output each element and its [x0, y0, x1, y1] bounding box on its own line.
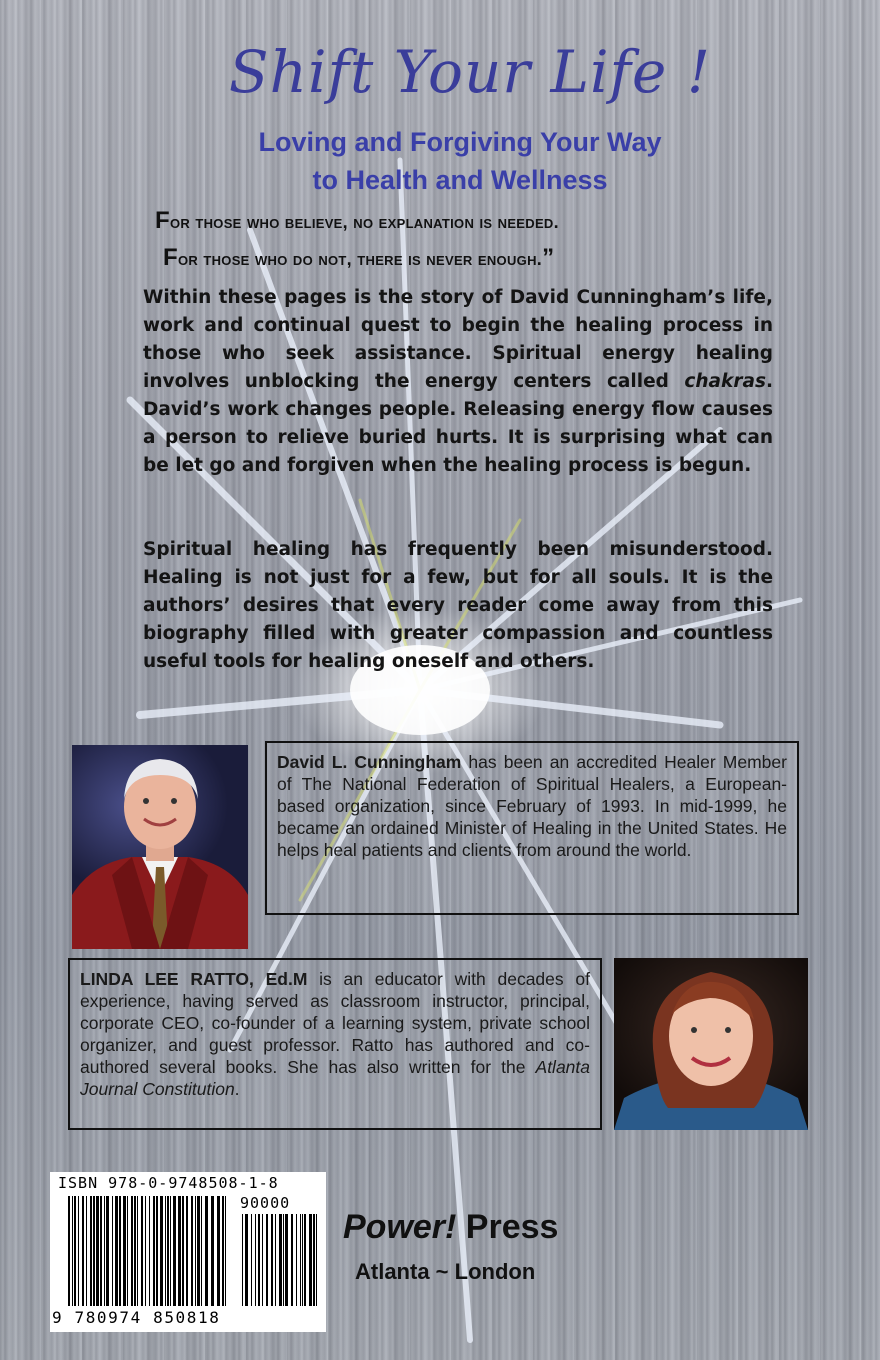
barcode-addon-bar	[266, 1214, 268, 1306]
barcode-bar	[225, 1196, 226, 1306]
bio-1-text: has been an accredited Healer Member of The National Federation of Spiritual Healers, a European-based organization, since February of 1993. In mid-1999, he became an ordained Minister of Healing in the United States. He helps heal patients and clients from around the world.	[277, 752, 787, 860]
isbn-barcode	[50, 1172, 326, 1332]
barcode-addon-bar	[245, 1214, 248, 1306]
barcode-bar	[211, 1196, 214, 1306]
barcode-bar	[145, 1196, 146, 1306]
barcode-addon-bar	[255, 1214, 256, 1306]
barcode-bar	[182, 1196, 184, 1306]
description-paragraph-1	[143, 284, 773, 480]
quote-line-2	[163, 244, 554, 272]
closing-quote-mark: ”	[542, 244, 555, 271]
barcode-bar	[106, 1196, 109, 1306]
barcode-bar	[96, 1196, 99, 1306]
quote-line-1	[155, 207, 559, 235]
barcode-bar	[90, 1196, 92, 1306]
bio-2-name: LINDA LEE RATTO, Ed.M	[80, 969, 308, 989]
bio-2-end: .	[234, 1079, 240, 1099]
barcode-bar	[104, 1196, 105, 1306]
barcode-bar	[173, 1196, 176, 1306]
barcode-addon-bar	[258, 1214, 260, 1306]
barcode-addon-bar	[304, 1214, 306, 1306]
barcode-bar	[137, 1196, 138, 1306]
barcode-addon-bar	[251, 1214, 252, 1306]
barcode-bar	[160, 1196, 163, 1306]
book-title: Shift Your Life !	[228, 38, 712, 106]
barcode-addon-bar	[316, 1214, 317, 1306]
barcode-bar	[197, 1196, 200, 1306]
quote-line-2-text: or those who do not, there is never enough.	[177, 249, 543, 269]
subtitle-line-1: Loving and Forgiving Your Way	[258, 127, 662, 157]
barcode-bar	[141, 1196, 143, 1306]
barcode-bar	[222, 1196, 224, 1306]
quote-line-1-text: or those who believe, no explanation is needed.	[169, 212, 559, 232]
description-paragraph-2: Spiritual healing has frequently been misunderstood. Healing is not just for a few, but for all souls. It is the authors’ desires that every reader come away from this biography filled with greater compassion and countless useful tools for healing oneself and others.	[143, 539, 773, 672]
barcode-bar	[191, 1196, 193, 1306]
subtitle-line-2: to Health and Wellness	[312, 165, 608, 195]
bio-2-italic: Atlanta Journal Constitution	[80, 1057, 590, 1099]
barcode-bar	[86, 1196, 87, 1306]
barcode-bar	[74, 1196, 76, 1306]
barcode-addon-bar	[313, 1214, 315, 1306]
barcode-addon-bar	[271, 1214, 273, 1306]
quote-line-1-initial: F	[155, 207, 170, 234]
barcode-digits: 9 780974 850818	[52, 1308, 221, 1327]
barcode-bar	[167, 1196, 169, 1306]
barcode-bar	[217, 1196, 220, 1306]
barcode-bar	[153, 1196, 155, 1306]
barcode-addon-bar	[242, 1214, 243, 1306]
barcode-bar	[149, 1196, 150, 1306]
barcode-bar	[205, 1196, 208, 1306]
quote-line-2-initial: F	[163, 244, 178, 271]
barcode-bar	[119, 1196, 121, 1306]
barcode-bar	[78, 1196, 79, 1306]
barcode-bar	[165, 1196, 166, 1306]
author-photo-david	[72, 745, 248, 949]
barcode-addon-bar	[291, 1214, 293, 1306]
barcode-bar	[93, 1196, 95, 1306]
paragraph-1-italic: chakras	[684, 371, 766, 392]
barcode-bar	[127, 1196, 128, 1306]
publisher-cities: Atlanta ~ London	[355, 1259, 536, 1284]
barcode-bar	[115, 1196, 118, 1306]
barcode-bar	[100, 1196, 102, 1306]
barcode-addon-bar	[283, 1214, 284, 1306]
bio-linda-lee-ratto	[68, 958, 602, 1130]
author-photo-linda	[614, 958, 808, 1130]
barcode-bar	[201, 1196, 202, 1306]
barcode-addon-bar	[279, 1214, 282, 1306]
paragraph-1-text-b: . David’s work changes people. Releasing energy flow causes a person to relieve buried hurts. It is surprising what can be let go and forgiven when the healing process is begun.	[143, 371, 773, 476]
bio-2-text: is an educator with decades of experience, having served as classroom instructor, principal, corporate CEO, co-founder of a learning system, private school organizer, and guest professor. Ratto has authored and co-authored several books. She has also written for the	[80, 969, 590, 1077]
barcode-bar	[195, 1196, 196, 1306]
barcode-bar	[131, 1196, 133, 1306]
barcode-addon-bar	[296, 1214, 297, 1306]
paragraph-1-text-a: Within these pages is the story of David Cunningham’s life, work and continual quest to begin the healing process in those who seek assistance. Spiritual energy healing involves unblocking the energy centers called	[143, 287, 773, 392]
barcode-bar	[186, 1196, 188, 1306]
publisher-name	[343, 1208, 558, 1247]
barcode-bar	[82, 1196, 84, 1306]
barcode-bar	[178, 1196, 181, 1306]
barcode-bar	[68, 1196, 70, 1306]
barcode-bar	[134, 1196, 136, 1306]
barcode-bar	[156, 1196, 158, 1306]
barcode-addon-bar	[275, 1214, 276, 1306]
price-addon-number: 90000	[240, 1194, 291, 1212]
publisher-name-rest: Press	[456, 1208, 559, 1246]
barcode-addon-bar	[262, 1214, 263, 1306]
barcode-addon-bar	[285, 1214, 288, 1306]
barcode-addon-bar	[302, 1214, 303, 1306]
bio-1-name: David L. Cunningham	[277, 752, 462, 772]
barcode-bar	[72, 1196, 73, 1306]
barcode-addon-bar	[300, 1214, 301, 1306]
barcode-bar	[123, 1196, 126, 1306]
isbn-text: ISBN 978-0-9748508-1-8	[58, 1174, 279, 1192]
barcode-addon-bar	[309, 1214, 312, 1306]
publisher-name-italic: Power!	[343, 1208, 457, 1246]
bio-david-cunningham	[265, 741, 799, 915]
barcode-bar	[170, 1196, 171, 1306]
barcode-bar	[112, 1196, 113, 1306]
